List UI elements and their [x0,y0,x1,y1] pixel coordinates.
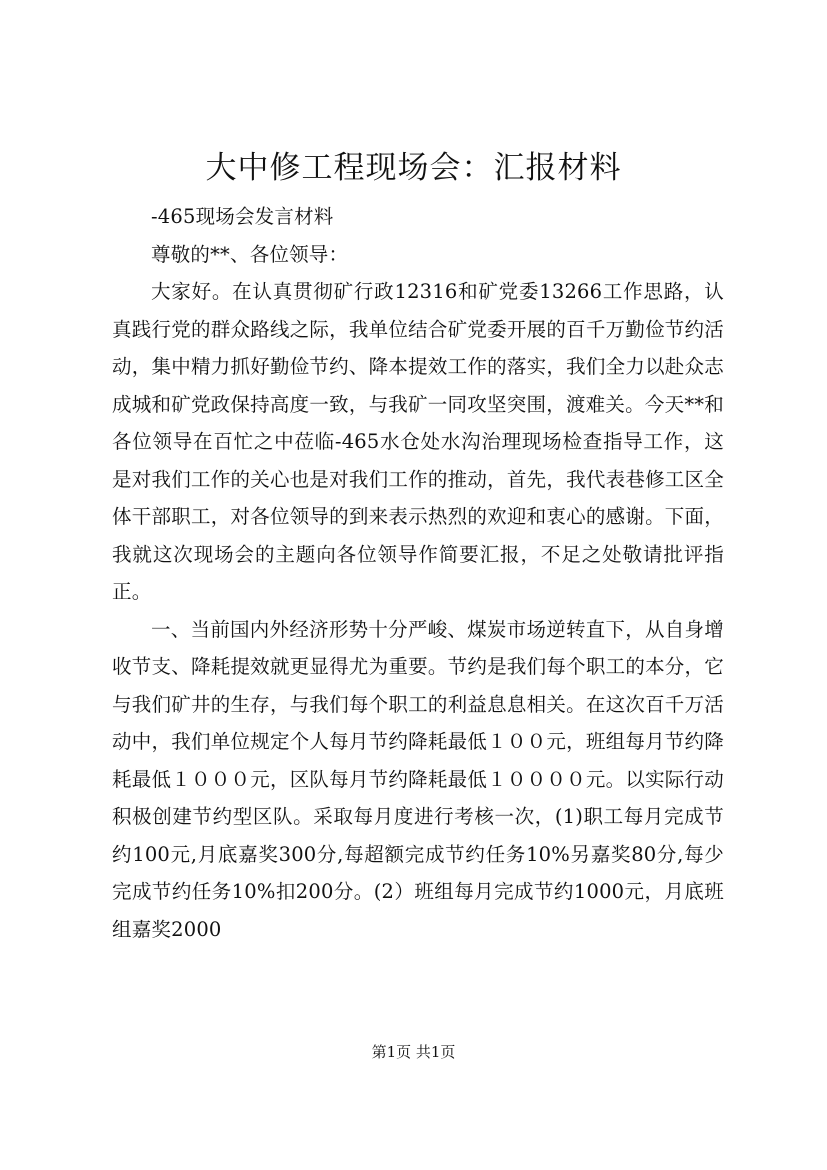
document-body [112,198,724,948]
page-footer: 第1页 共1页 [371,1043,456,1061]
subtitle-line: -465现场会发言材料 [151,205,334,228]
body-paragraph: 一、当前国内外经济形势十分严峻、煤炭市场逆转直下，从自身增收节支、降耗提效就更显得尤为重要。节约是我们每个职工的本分，它与我们矿井的生存，与我们每个职工的利益息息相关。在这次百千万活动中，我们单位规定个人每月节约降耗最低１００元，班组每月节约降耗最低１０００元，区队每月节约降耗最低１００００元。以实际行动积极创建节约型区队。采取每月度进行考核一次，(1)职工每月完成节约100元,月底嘉奖300分,每超额完成节约任务10%另嘉奖80分,每少完成节约任务10%扣200分。(2）班组每月完成节约1000元，月底班组嘉奖2000 [112,617,724,941]
document-title: 大中修工程现场会：汇报材料 [205,150,622,186]
body-paragraph: 大家好。在认真贯彻矿行政12316和矿党委13266工作思路，认真践行党的群众路线之际，我单位结合矿党委开展的百千万勤俭节约活动，集中精力抓好勤俭节约、降本提效工作的落实，我们全力以赴众志成城和矿党政保持高度一致，与我矿一同攻坚突围，渡难关。今天**和各位领导在百忙之中莅临-465水仓处水沟治理现场检查指导工作，这是对我们工作的关心也是对我们工作的推动，首先，我代表巷修工区全体干部职工，对各位领导的到来表示热烈的欢迎和衷心的感谢。下面，我就这次现场会的主题向各位领导作简要汇报，不足之处敬请批评指正。 [112,280,724,603]
salutation-line: 尊敬的**、各位领导： [151,242,349,266]
